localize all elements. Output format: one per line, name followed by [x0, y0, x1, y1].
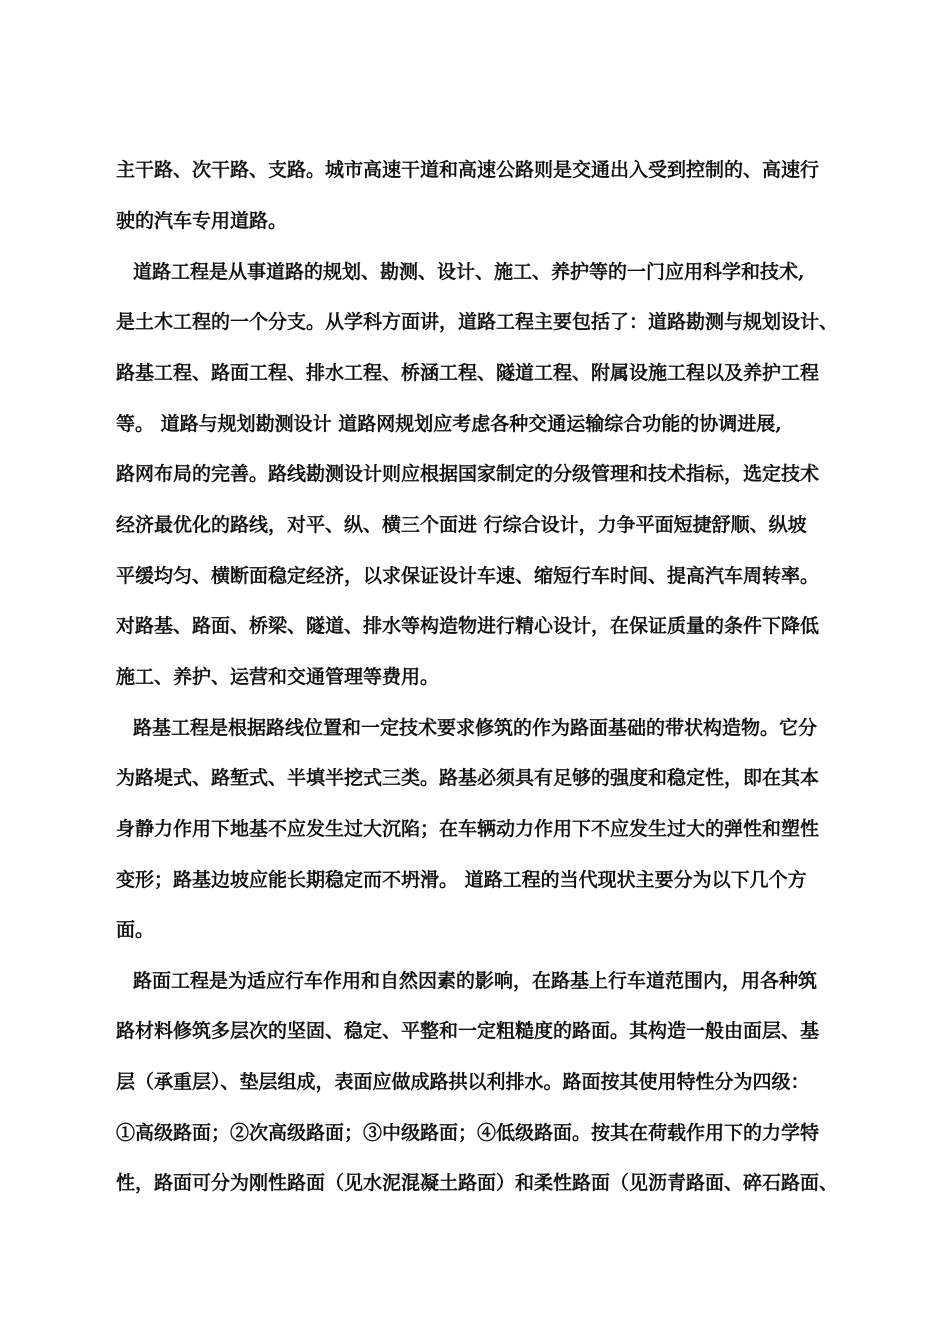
- text-line: 性，路面可分为刚性路面（见水泥混凝土路面）和柔性路面（见沥青路面、碎石路面、: [116, 1172, 839, 1194]
- text-line: 驶的汽车专用道路。: [116, 210, 288, 232]
- text-line: 路材料修筑多层次的坚固、稳定、平整和一定粗糙度的路面。其构造一般由面层、基: [116, 1020, 820, 1042]
- text-line: 对路基、路面、桥梁、隧道、排水等构造物进行精心设计，在保证质量的条件下降低: [116, 615, 820, 637]
- text-line: ①高级路面；②次高级路面；③中级路面；④低级路面。按其在荷载作用下的力学特: [116, 1122, 820, 1144]
- text-line: 道路工程是从事道路的规划、勘测、设计、施工、养护等的一门应用科学和技术,: [133, 261, 805, 283]
- text-line: 等。 道路与规划勘测设计 道路网规划应考虑各种交通运输综合功能的协调进展,: [116, 413, 782, 435]
- text-line: 为路堤式、路堑式、半填半挖式三类。路基必须具有足够的强度和稳定性，即在其本: [116, 767, 820, 789]
- text-line: 主干路、次干路、支路。城市高速干道和高速公路则是交通出入受到控制的、高速行: [116, 159, 820, 181]
- text-line: 层（承重层）、垫层组成，表面应做成路拱以利排水。路面按其使用特性分为四级：: [116, 1071, 810, 1093]
- text-line: 路网布局的完善。路线勘测设计则应根据国家制定的分级管理和技术指标，选定技术: [116, 463, 820, 485]
- text-line: 路面工程是为适应行车作用和自然因素的影响，在路基上行车道范围内，用各种筑: [133, 970, 818, 992]
- text-line: 平缓均匀、横断面稳定经济，以求保证设计车速、缩短行车时间、提高汽车周转率。: [116, 565, 820, 587]
- text-line: 经济最优化的路线，对平、纵、横三个面进 行综合设计，力争平面短捷舒顺、纵坡: [116, 514, 807, 536]
- text-line: 施工、养护、运营和交通管理等费用。: [116, 666, 440, 688]
- text-line: 变形；路基边坡应能长期稳定而不坍滑。 道路工程的当代现状主要分为以下几个方: [116, 869, 807, 891]
- text-line: 路基工程是根据路线位置和一定技术要求修筑的作为路面基础的带状构造物。它分: [133, 717, 818, 739]
- text-line: 路基工程、路面工程、排水工程、桥涵工程、隧道工程、附属设施工程以及养护工程: [116, 362, 820, 384]
- text-line: 是土木工程的一个分支。从学科方面讲，道路工程主要包括了：道路勘测与规划设计、: [116, 311, 839, 333]
- text-line: 身静力作用下地基不应发生过大沉陷；在车辆动力作用下不应发生过大的弹性和塑性: [116, 818, 820, 840]
- text-line: 面。: [116, 919, 155, 941]
